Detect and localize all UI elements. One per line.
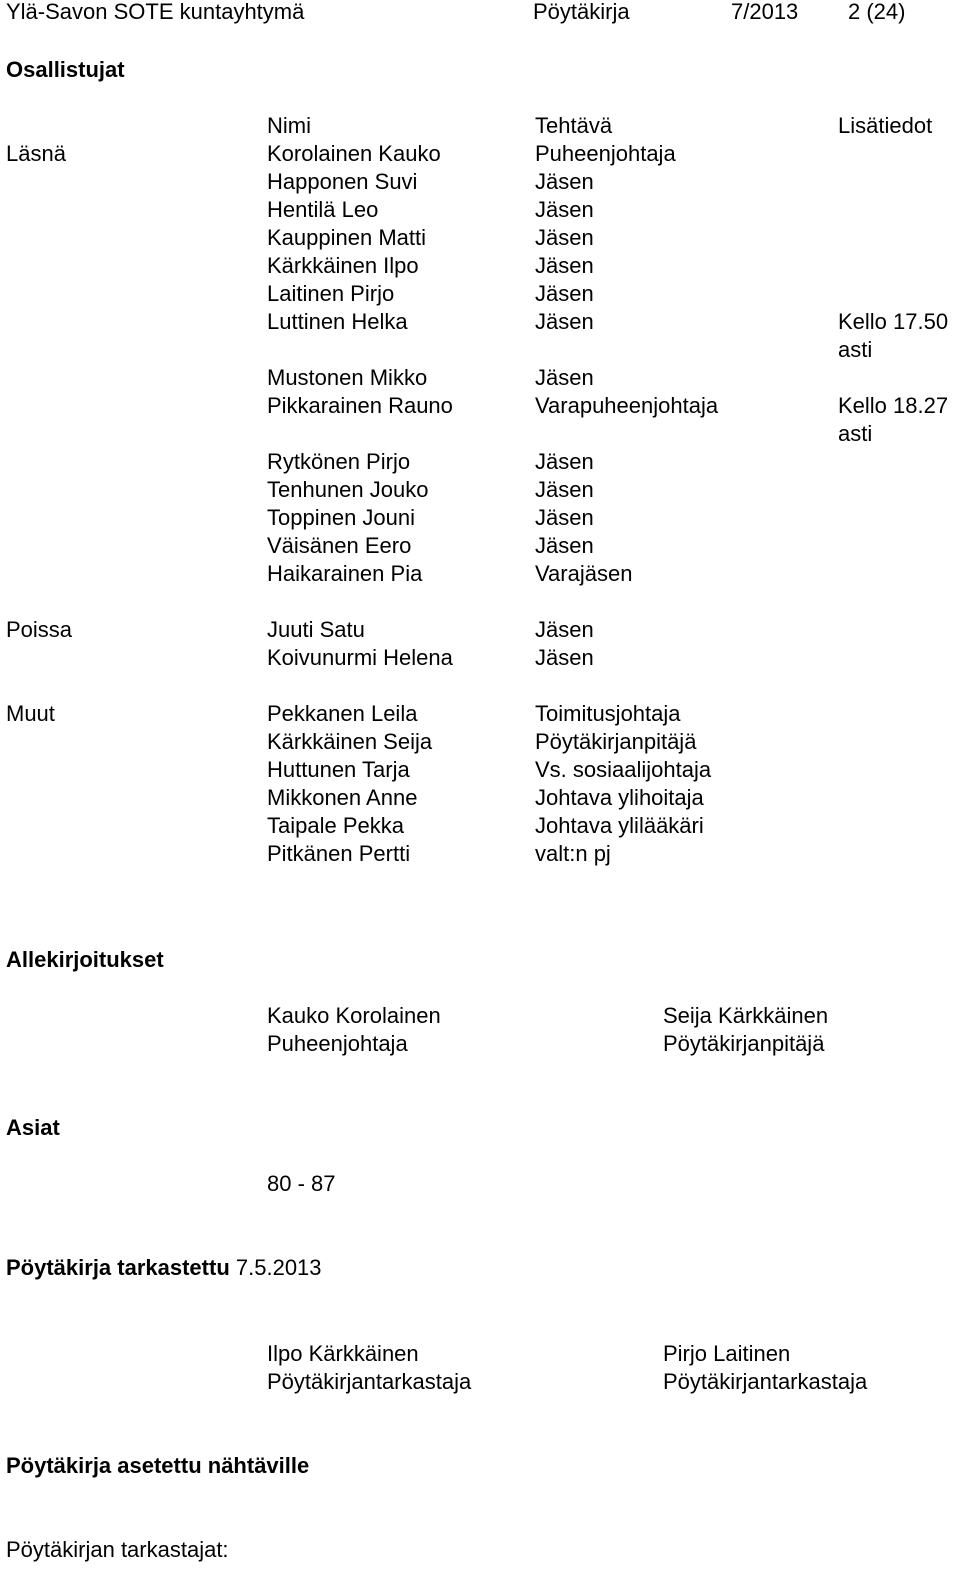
signer-name-chair: Kauko Korolainen (267, 1003, 441, 1028)
participant-name: Huttunen Tarja (267, 757, 410, 782)
document-type: Pöytäkirja (533, 0, 630, 24)
participant-name: Koivunurmi Helena (267, 645, 453, 670)
section-title-nahtaville: Pöytäkirja asetettu nähtäville (6, 1453, 310, 1478)
participant-role: Toimitusjohtaja (535, 701, 681, 726)
reviewer-name-2: Pirjo Laitinen (663, 1341, 791, 1366)
items-range: 80 - 87 (267, 1171, 336, 1196)
organization-name: Ylä-Savon SOTE kuntayhtymä (6, 0, 305, 24)
reviewers-label: Pöytäkirjan tarkastajat: (6, 1537, 229, 1562)
column-header-role: Tehtävä (535, 113, 613, 138)
participant-name: Rytkönen Pirjo (267, 449, 411, 474)
section-title-allekirjoitukset: Allekirjoitukset (6, 947, 164, 972)
participant-name: Taipale Pekka (267, 813, 404, 838)
participant-name: Korolainen Kauko (267, 141, 441, 166)
participant-role: Jäsen (535, 309, 594, 334)
reviewer-name-1: Ilpo Kärkkäinen (267, 1341, 419, 1366)
participant-role: Jäsen (535, 449, 594, 474)
reviewer-role-2: Pöytäkirjantarkastaja (663, 1369, 868, 1394)
participant-role: Jäsen (535, 365, 594, 390)
participant-role: Jäsen (535, 253, 594, 278)
participant-role: Vs. sosiaalijohtaja (535, 757, 712, 782)
section-title-asiat: Asiat (6, 1115, 60, 1140)
participant-role: Johtava ylihoitaja (535, 785, 704, 810)
participant-name: Toppinen Jouni (267, 505, 416, 530)
participant-name: Kauppinen Matti (267, 225, 426, 250)
participant-role: Johtava ylilääkäri (535, 813, 704, 838)
participant-role: Varapuheenjohtaja (535, 393, 719, 418)
participant-role: Varajäsen (535, 561, 633, 586)
signer-name-secretary: Seija Kärkkäinen (663, 1003, 829, 1028)
section-title-tarkastettu: Pöytäkirja tarkastettu (6, 1255, 230, 1280)
column-header-name: Nimi (267, 113, 311, 138)
participant-info-cont: asti (838, 337, 873, 362)
participant-name: Luttinen Helka (267, 309, 408, 334)
participant-name: Pekkanen Leila (267, 701, 418, 726)
participant-role: Jäsen (535, 533, 594, 558)
participant-info: Kello 18.27 (838, 393, 949, 418)
participant-role: Jäsen (535, 281, 594, 306)
participant-role: Jäsen (535, 645, 594, 670)
document-number: 7/2013 (731, 0, 799, 24)
participant-name: Kärkkäinen Ilpo (267, 253, 419, 278)
page-number: 2 (24) (848, 0, 906, 24)
participant-name: Väisänen Eero (267, 533, 412, 558)
participant-name: Haikarainen Pia (267, 561, 423, 586)
section-title-osallistujat: Osallistujat (6, 57, 125, 82)
participant-role: Puheenjohtaja (535, 141, 676, 166)
participant-name: Mikkonen Anne (267, 785, 418, 810)
signer-role-secretary: Pöytäkirjanpitäjä (663, 1031, 825, 1056)
participant-role: Jäsen (535, 169, 594, 194)
participant-info-cont: asti (838, 421, 873, 446)
participant-name: Laitinen Pirjo (267, 281, 395, 306)
participant-name: Tenhunen Jouko (267, 477, 429, 502)
participant-name: Kärkkäinen Seija (267, 729, 433, 754)
participant-name: Juuti Satu (267, 617, 365, 642)
reviewer-role-1: Pöytäkirjantarkastaja (267, 1369, 472, 1394)
participant-role: Jäsen (535, 617, 594, 642)
group-label-present: Läsnä (6, 141, 66, 166)
participant-role: valt:n pj (535, 841, 611, 866)
participant-name: Happonen Suvi (267, 169, 418, 194)
participant-name: Mustonen Mikko (267, 365, 428, 390)
group-label-absent: Poissa (6, 617, 73, 642)
participant-role: Jäsen (535, 477, 594, 502)
section-title-tarkastettu-row (6, 1254, 322, 1282)
column-header-info: Lisätiedot (838, 113, 933, 138)
participant-name: Pikkarainen Rauno (267, 393, 453, 418)
group-label-other: Muut (6, 701, 55, 726)
participant-info: Kello 17.50 (838, 309, 949, 334)
participant-role: Jäsen (535, 505, 594, 530)
participant-name: Pitkänen Pertti (267, 841, 411, 866)
review-date: 7.5.2013 (235, 1255, 322, 1280)
participant-role: Jäsen (535, 225, 594, 250)
participant-role: Pöytäkirjanpitäjä (535, 729, 697, 754)
signer-role-chair: Puheenjohtaja (267, 1031, 408, 1056)
participant-name: Hentilä Leo (267, 197, 379, 222)
participant-role: Jäsen (535, 197, 594, 222)
